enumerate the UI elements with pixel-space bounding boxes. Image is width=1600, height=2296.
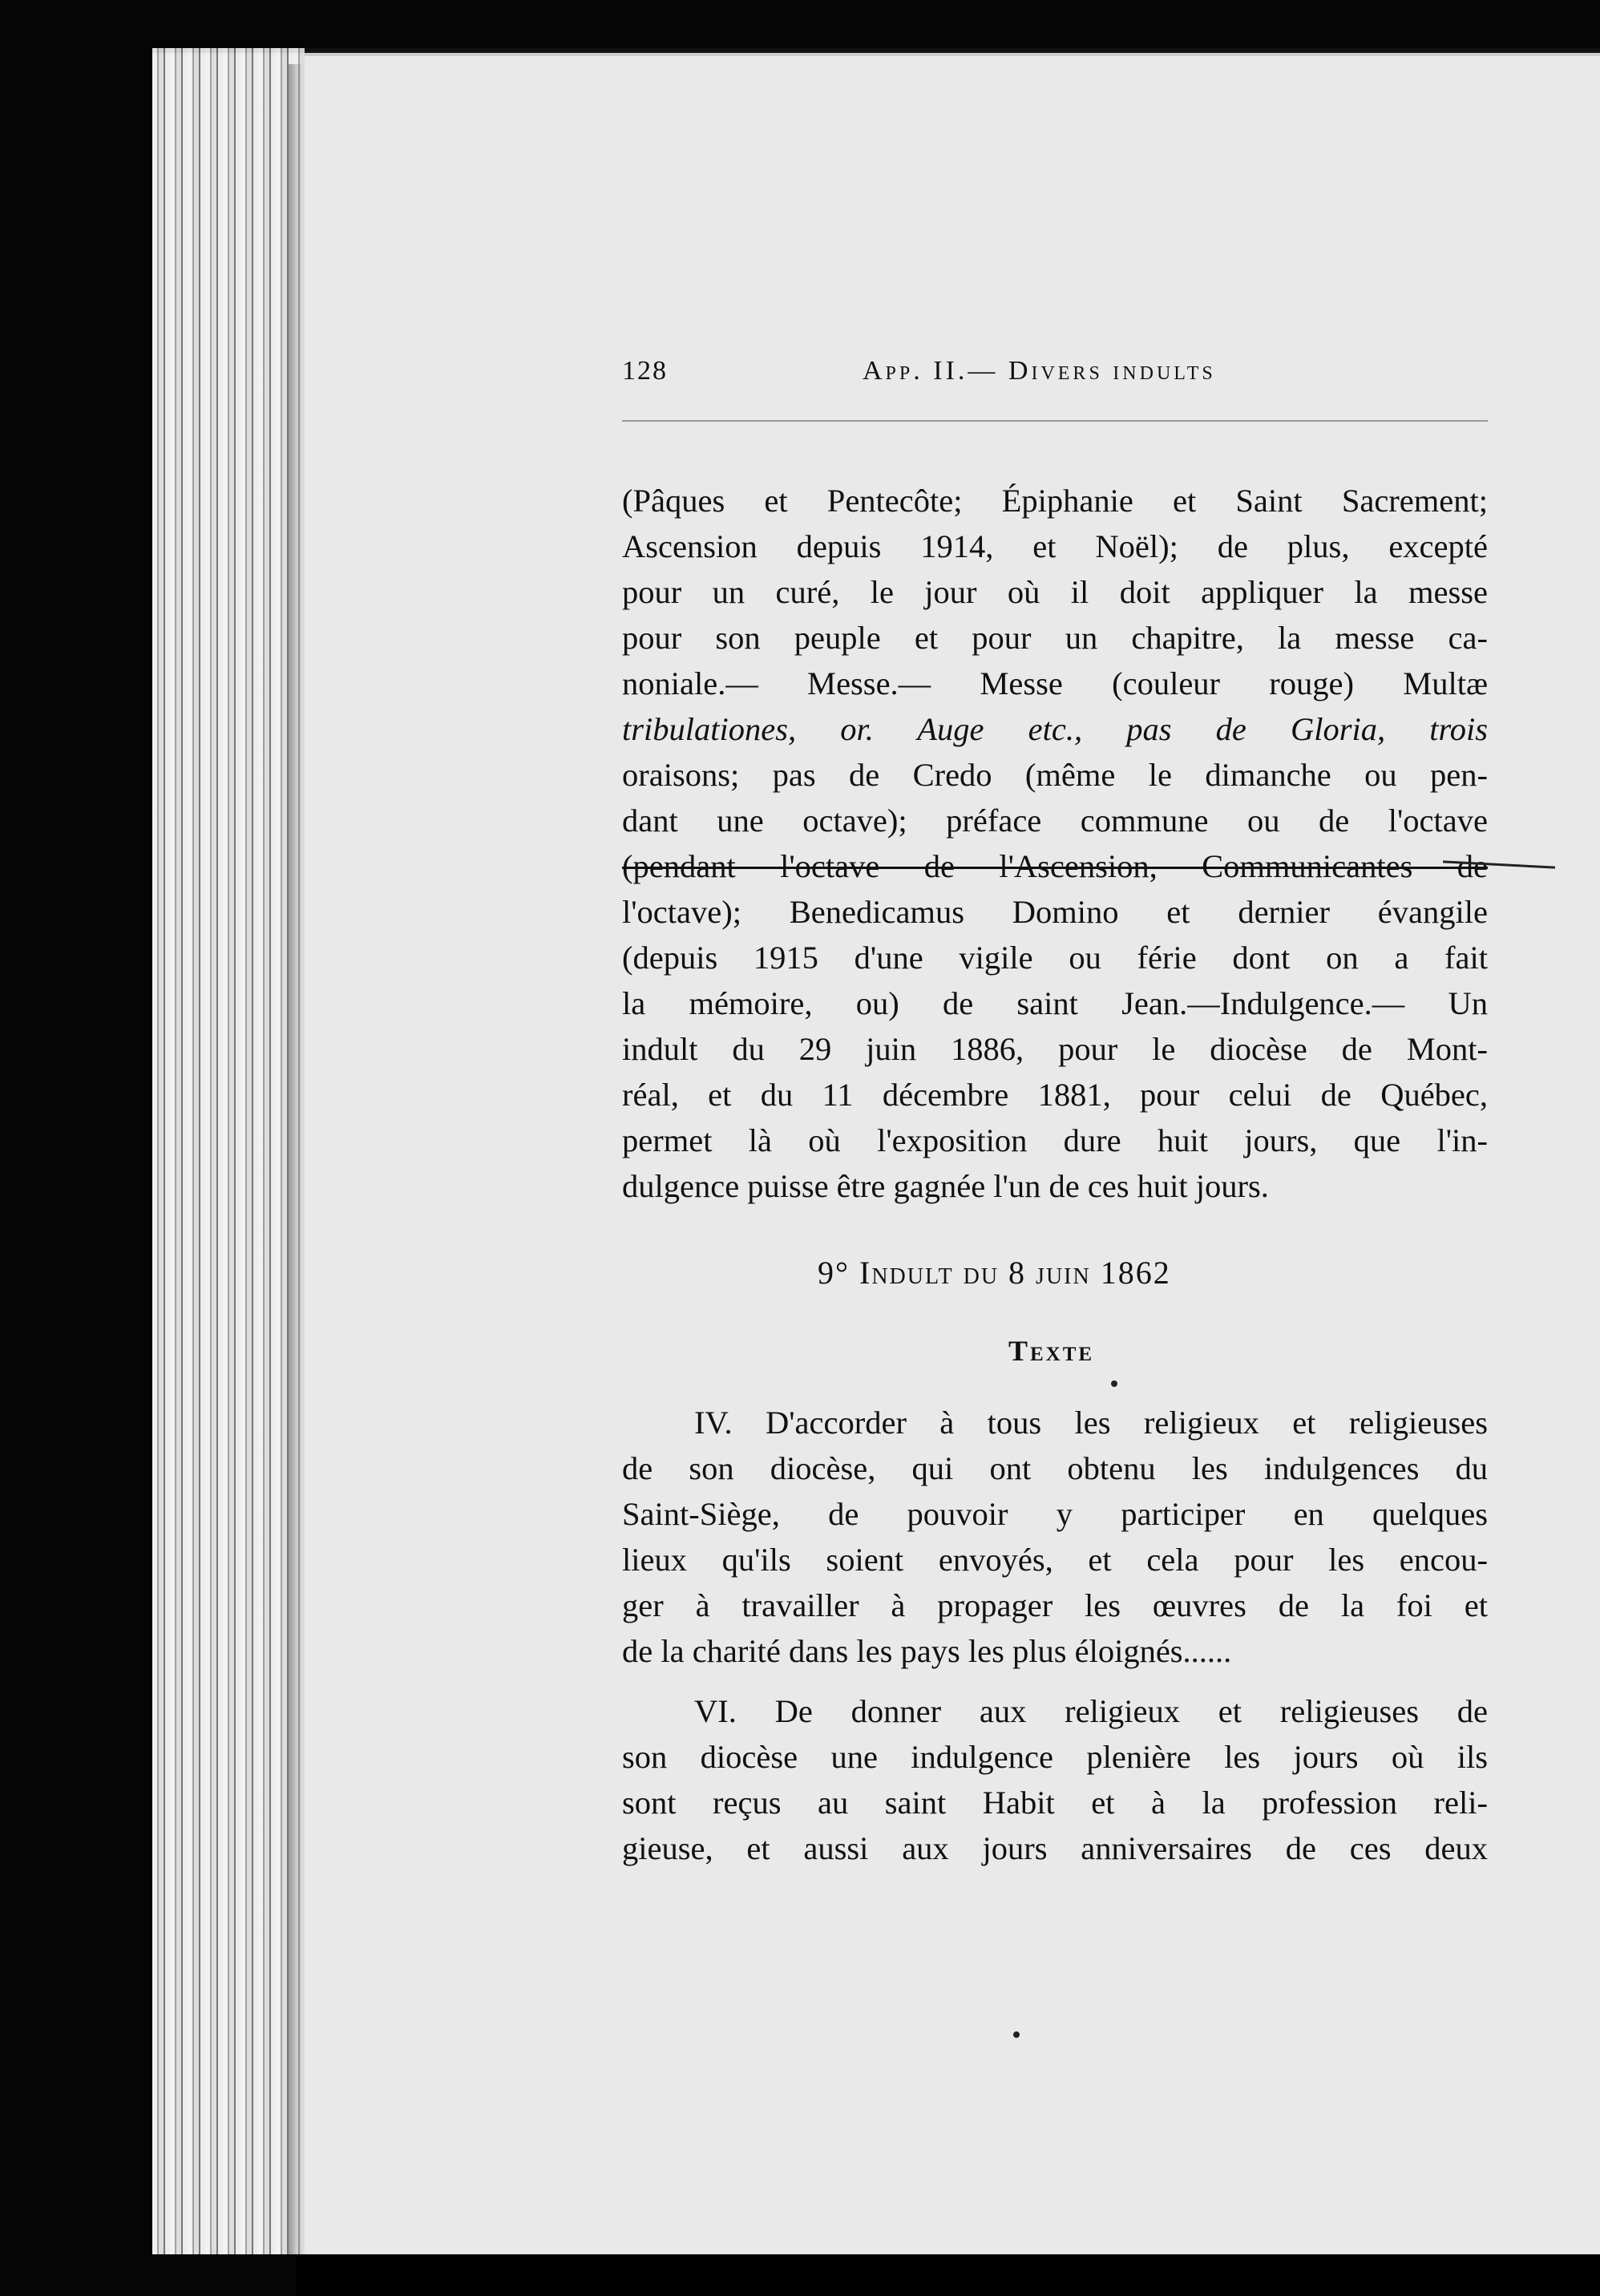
ink-speck (1013, 2031, 1020, 2038)
text-line: gieuse, et aussi aux jours anniversaires de ces deux (622, 1830, 1488, 1866)
section-heading: 9° Indult du 8 juin 1862 (818, 1255, 1171, 1291)
page-gutter-edges (152, 48, 305, 2254)
text-line: noniale.— Messe.— Messe (couleur rouge) Multæ (622, 665, 1488, 701)
header-rule (622, 420, 1488, 422)
paragraph-2 (622, 1400, 1488, 1674)
scan-bottom-border (297, 2254, 1600, 2296)
text-line: dulgence puisse être gagnée l'un de ces huit jours. (622, 1168, 1269, 1204)
text-line: Ascension depuis 1914, et Noël); de plus, excepté (622, 528, 1488, 564)
page-number: 128 (622, 356, 668, 386)
text-line: l'octave); Benedicamus Domino et dernier évangile (622, 894, 1488, 930)
text-line: tribulationes, or. Auge etc., pas de Gloria, trois (622, 711, 1488, 747)
text-line: IV. D'accorder à tous les religieux et religieuses (694, 1405, 1488, 1441)
text-line: permet là où l'exposition dure huit jours, que l'in- (622, 1122, 1488, 1158)
text-line: réal, et du 11 décembre 1881, pour celui de Québec, (622, 1077, 1488, 1113)
text-line: son diocèse une indulgence plenière les jours où ils (622, 1739, 1488, 1775)
paragraph-1 (622, 478, 1488, 1209)
running-header (622, 356, 1488, 396)
text-line: de la charité dans les pays les plus éloignés...... (622, 1633, 1232, 1669)
struck-text-line: (pendant l'octave de l'Ascension, Communicantes de (622, 848, 1488, 884)
text-line: dant une octave); préface commune ou de l'octave (622, 802, 1488, 839)
running-title: App. II.— Divers indults (863, 356, 1216, 386)
text-line: (depuis 1915 d'une vigile ou férie dont on a fait (622, 940, 1488, 976)
text-line: oraisons; pas de Credo (même le dimanche ou pen- (622, 757, 1488, 793)
text-line: pour son peuple et pour un chapitre, la messe ca- (622, 620, 1488, 656)
text-line: Saint-Siège, de pouvoir y participer en quelques (622, 1496, 1488, 1532)
text-line: la mémoire, ou) de saint Jean.—Indulgence.— Un (622, 985, 1488, 1021)
text-line: indult du 29 juin 1886, pour le diocèse de Mont- (622, 1031, 1488, 1067)
text-line: sont reçus au saint Habit et à la profession reli- (622, 1785, 1488, 1821)
paragraph-3 (622, 1688, 1488, 1871)
ink-speck (1111, 1380, 1117, 1387)
text-line: ger à travailler à propager les œuvres de la foi et (622, 1587, 1488, 1623)
gutter-shadow (289, 64, 303, 2254)
subheading: Texte (1008, 1335, 1095, 1367)
text-line: (Pâques et Pentecôte; Épiphanie et Saint Sacrement; (622, 483, 1488, 519)
text-line: pour un curé, le jour où il doit appliquer la messe (622, 574, 1488, 610)
text-line: de son diocèse, qui ont obtenu les indulgences du (622, 1450, 1488, 1486)
text-line: lieux qu'ils soient envoyés, et cela pour les encou- (622, 1542, 1488, 1578)
text-line: VI. De donner aux religieux et religieuses de (694, 1693, 1488, 1729)
